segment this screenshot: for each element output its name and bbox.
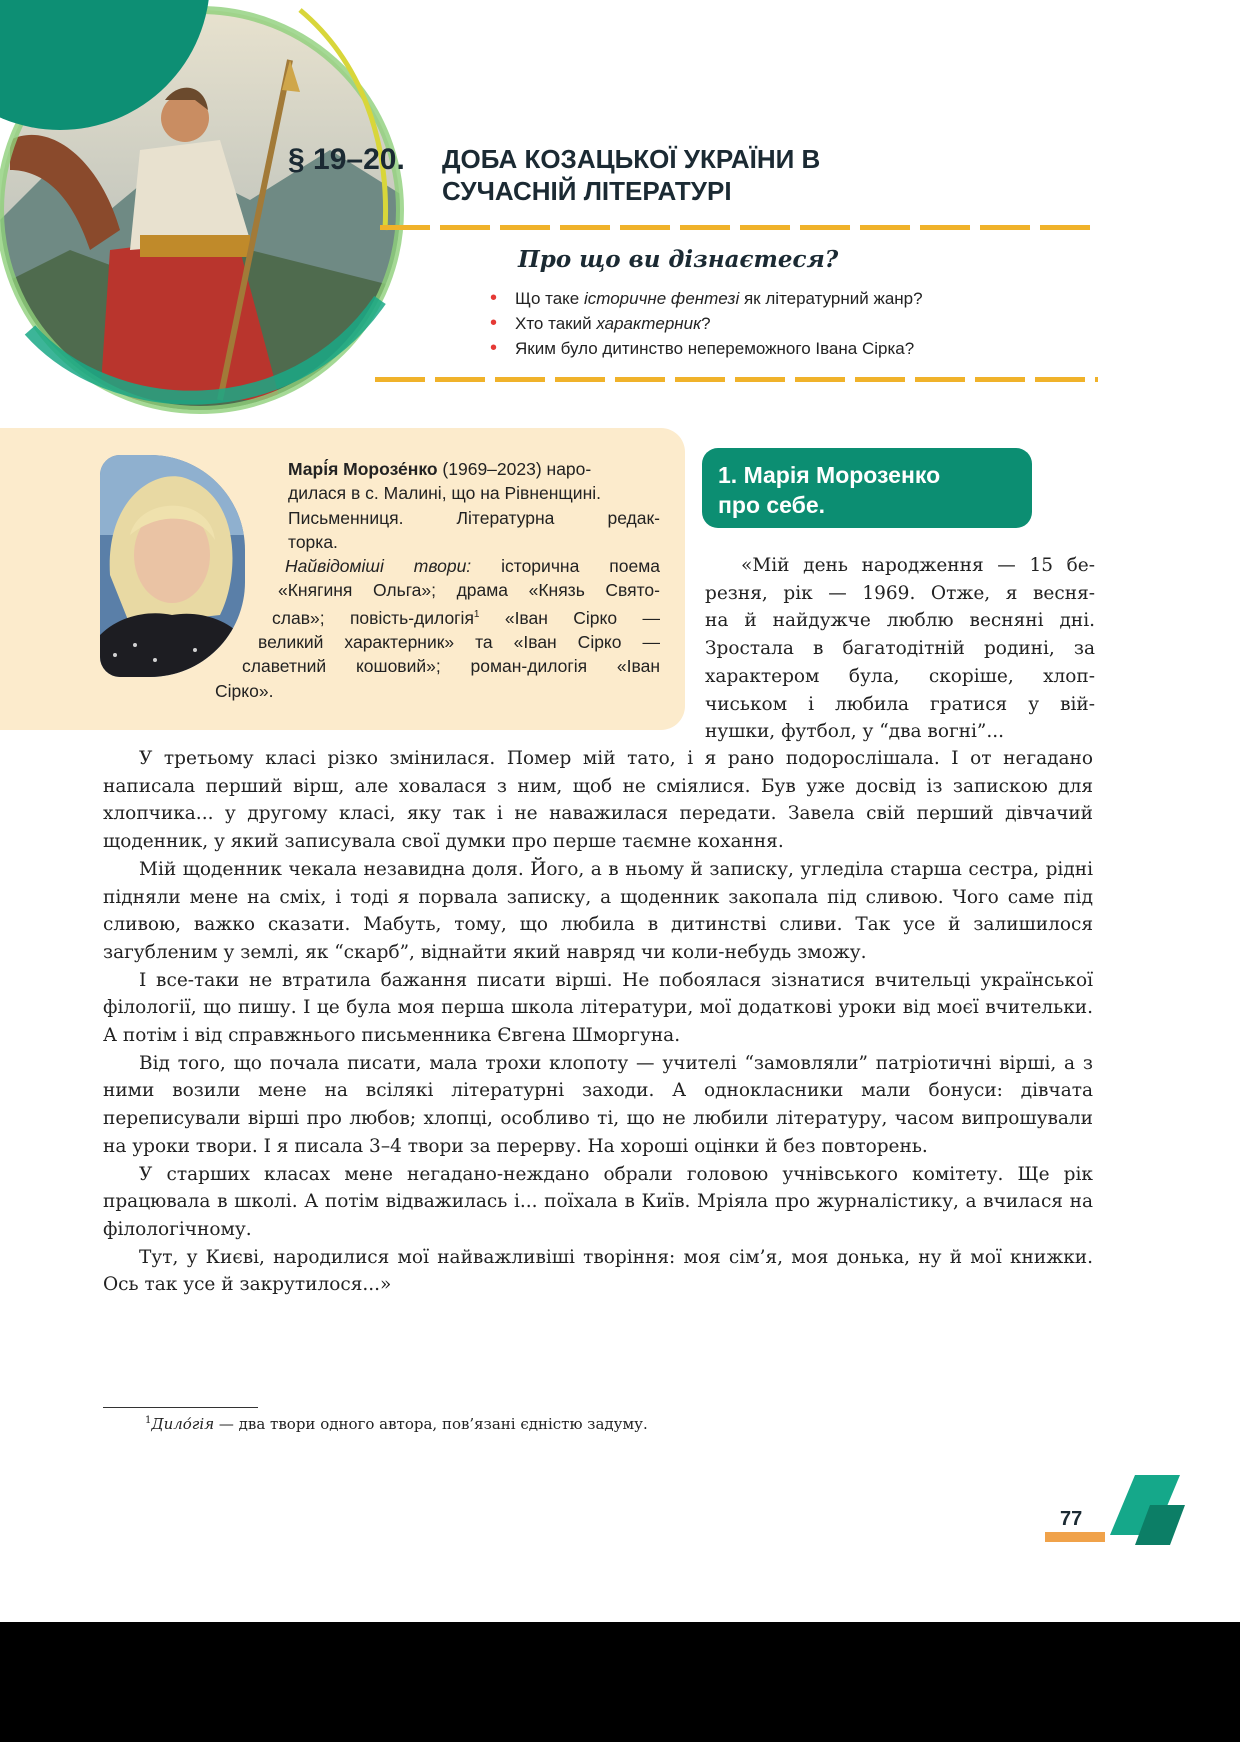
body-text <box>103 745 1093 1299</box>
learn-item: • Що таке історичне фентезі як літературний жанр? <box>490 286 923 311</box>
section-heading <box>702 448 1032 528</box>
body-paragraph: Мій щоденник чекала незавидна доля. Його, а в ньому й записку, угледіла старша сестра, рідні підняли мене на сміх, і тоді я порвала записку, а щоденник закопала під сливою. Чого саме під сливою, важко сказати. Мабуть, тому, що любила в дитинстві сливи. Так усе й залишилося загубленим у землі, як “скарб”, віднайти який навряд чи коли-небудь зможу. <box>103 858 1093 963</box>
paragraph-number: § 19–20. <box>288 143 405 176</box>
body-paragraph: Тут, у Києві, народилися мої найважливіші творіння: моя сім’я, моя донька, ну й мої книжки. Ось так усе й закрутилося...» <box>103 1246 1093 1296</box>
quote-line: нушки, футбол, у “два вогні”... <box>705 721 1004 743</box>
bio-line: торка. <box>288 531 338 552</box>
bio-line: дилася в с. Малині, що на Рівненщині. <box>288 483 601 504</box>
author-bio <box>215 457 660 703</box>
works-line: Сірко». <box>215 680 274 701</box>
bio-line: Письменниця. Літературна редак- <box>288 507 660 528</box>
divider-bottom <box>375 377 1098 382</box>
title-line: СУЧАСНІЙ ЛІТЕРАТУРІ <box>442 176 732 206</box>
body-paragraph: У старших класах мене негадано-неждано обрали головою учнівського комітету. Ще рік працювала в школі. А потім відважилась і... поїхала в Київ. Мріяла про журналістику, а вчилася на філологічному. <box>103 1163 1093 1240</box>
learn-list <box>490 286 923 361</box>
quote-line: на й найдужче люблю весняні дні. <box>705 610 1095 632</box>
works-line: слав»; повість-дилогія$^1$ «Іван Сірко — <box>272 607 660 628</box>
page-title <box>442 143 942 207</box>
quote-line: Зростала в багатодітній родині, за <box>705 638 1095 660</box>
author-name: Марі́я Морозе́нко <box>288 459 438 479</box>
bio-line: Марі́я Морозе́нко (1969–2023) наро- <box>288 459 592 479</box>
divider-top <box>380 225 1098 230</box>
title-line: ДОБА КОЗАЦЬКОЇ УКРАЇНИ В <box>442 144 821 174</box>
body-paragraph: І все-таки не втратила бажання писати вірші. Не побоялася зізнатися вчительці української філології, що пишу. І це була моя перша школа літератури, мої додаткові уроки від моєї вчительки. А потім і від справжнього письменника Євгена Шморгуна. <box>103 969 1093 1047</box>
quote-line: резня, рік — 1969. Отже, я весня- <box>705 582 1095 604</box>
footnote-term: Дило́гія <box>151 1415 215 1433</box>
works-line: славетний кошовий»; роман-дилогія «Іван <box>242 656 660 677</box>
body-paragraph: Від того, що почала писати, мала трохи клопоту — учителі “замовляли” патріотичні вірші, а з ними возили мене на всілякі літературні заходи. А однокласники мали бонуси: дівчата переписували вірші про любов; хлопці, особливо ті, що не любили літературу, часом випрошували на уроки твори. І я писала 3–4 твори за перерву. На хороші оцінки й без повторень. <box>103 1052 1093 1157</box>
works-label: Найвідоміші твори: <box>285 556 472 577</box>
quote-line: «Мій день народження — 15 бе- <box>741 555 1095 576</box>
quote-line: характером була, скоріше, хлоп- <box>705 665 1095 687</box>
section-heading-line: про себе. <box>718 492 826 518</box>
learn-item: • Яким було дитинство непереможного Івана Сірка? <box>490 336 923 361</box>
screen-black-bar <box>0 1622 1240 1742</box>
footnote: $^1$Дило́гія — два твори одного автора, пов’язані єдністю задуму. <box>145 1415 648 1433</box>
works-line: великий характерник» та «Іван Сірко — <box>258 631 660 652</box>
quote-column <box>705 552 1095 746</box>
learn-item: • Хто такий характерник? <box>490 311 923 336</box>
footnote-divider <box>103 1407 258 1408</box>
works-line: «Княгиня Ольга»; драма «Князь Свято- <box>278 580 660 601</box>
body-paragraph: У третьому класі різко змінилася. Помер мій тато, і я рано подорослішала. І от негадано написала перший вірш, але ховалася з ним, щоб не сміялися. Був уже досвід із запискою для хлопчика... у другому класі, яку так і не наважилася передати. Завела свій перший дівчачий щоденник, у який записувала свої думки про перше таємне кохання. <box>103 748 1093 853</box>
works-line: Найвідоміші твори: історична поема <box>285 556 660 577</box>
section-heading-line: 1. Марія Морозенко <box>718 462 941 488</box>
quote-line: чиськом і любила гратися у вій- <box>705 693 1095 715</box>
learn-heading: Про що ви дізнаєтеся? <box>518 246 839 273</box>
page-number: 77 <box>1060 1508 1083 1530</box>
